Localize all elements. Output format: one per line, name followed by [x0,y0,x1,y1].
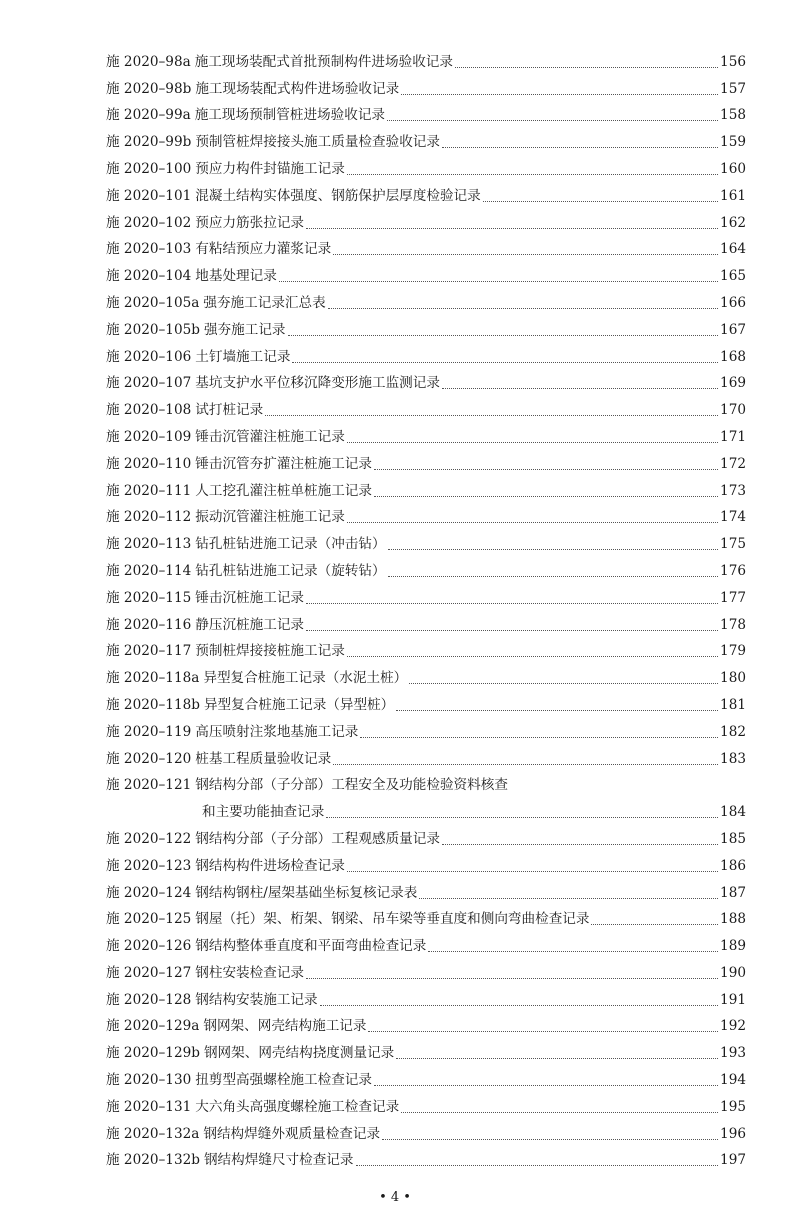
entry-page-number: 195 [720,1098,746,1115]
entry-title: 预应力筋张拉记录 [195,214,305,231]
entry-code: 施 2020–128 [106,991,192,1008]
toc-entry[interactable] [106,955,746,982]
entry-page-number: 181 [720,696,746,713]
dot-leader [483,200,718,202]
entry-page-number: 177 [720,589,746,606]
entry-page-number: 162 [720,214,746,231]
dot-leader [347,655,718,657]
toc-entry[interactable] [106,232,746,259]
entry-code: 施 2020–102 [106,214,192,231]
entry-title: 施工现场预制管桩进场验收记录 [194,107,386,124]
table-of-contents [106,44,746,1169]
entry-page-number: 164 [720,241,746,258]
toc-entry[interactable] [106,1035,746,1062]
toc-entry[interactable] [106,875,746,902]
entry-code: 施 2020–109 [106,428,192,445]
toc-entry[interactable] [106,44,746,71]
entry-title: 钢网架、网壳结构挠度测量记录 [203,1045,395,1062]
dot-leader [306,977,718,979]
toc-entry[interactable] [106,312,746,339]
dot-leader [306,227,718,229]
dot-leader [265,414,718,416]
entry-code: 施 2020–112 [106,509,192,526]
entry-page-number: 187 [720,884,746,901]
toc-entry[interactable] [106,258,746,285]
entry-title: 土钉墙施工记录 [195,348,291,365]
entry-page-number: 191 [720,991,746,1008]
entry-code: 施 2020–99a [106,107,191,124]
dot-leader [356,1164,719,1166]
entry-title: 锤击沉管夯扩灌注桩施工记录 [195,455,372,472]
entry-page-number: 157 [720,80,746,97]
entry-page-number: 169 [720,375,746,392]
entry-title: 静压沉桩施工记录 [195,616,305,633]
dot-leader [388,575,718,577]
dot-leader [442,387,718,389]
dot-leader [328,307,718,309]
entry-title: 混凝土结构实体强度、钢筋保护层厚度检验记录 [195,187,481,204]
entry-code: 施 2020–118b [106,696,200,713]
entry-title: 扭剪型高强螺栓施工检查记录 [195,1072,372,1089]
entry-title: 钻孔桩钻进施工记录（冲击钻） [195,536,386,553]
toc-entry[interactable] [106,526,746,553]
entry-code: 施 2020–129b [106,1045,200,1062]
dot-leader [368,1030,718,1032]
entry-page-number: 182 [720,723,746,740]
entry-title: 钢屋（托）架、桁架、钢梁、吊车梁等垂直度和侧向弯曲检查记录 [195,911,590,928]
entry-page-number: 166 [720,294,746,311]
toc-entry[interactable] [106,339,746,366]
dot-leader [428,950,718,952]
toc-list-part1 [106,44,746,768]
toc-entry[interactable] [106,71,746,98]
dot-leader [396,1057,718,1059]
toc-entry[interactable] [106,419,746,446]
entry-title: 预制管桩焊接接头施工质量检查验收记录 [195,134,440,151]
entry-page-number: 173 [720,482,746,499]
entry-title-continued: 和主要功能抽查记录 [202,804,325,821]
toc-entry[interactable] [106,285,746,312]
entry-page-number: 174 [720,509,746,526]
entry-title: 钢结构分部（子分部）工程安全及功能检验资料核查 [195,777,508,794]
toc-entry[interactable] [106,1089,746,1116]
toc-entry[interactable] [106,982,746,1009]
entry-code: 施 2020–106 [106,348,192,365]
toc-entry[interactable] [106,660,746,687]
entry-page-number: 158 [720,107,746,124]
entry-page-number: 175 [720,536,746,553]
entry-code: 施 2020–99b [106,134,192,151]
entry-page-number: 171 [720,428,746,445]
toc-entry[interactable] [106,446,746,473]
entry-page-number: 180 [720,670,746,687]
entry-title: 锤击沉管灌注桩施工记录 [195,428,345,445]
entry-page-number: 172 [720,455,746,472]
entry-title: 预应力构件封锚施工记录 [195,160,345,177]
toc-entry[interactable] [106,553,746,580]
entry-title: 高压喷射注浆地基施工记录 [195,723,359,740]
dot-leader [320,1004,718,1006]
dot-leader [347,521,718,523]
entry-page-number: 176 [720,562,746,579]
toc-entry[interactable] [106,178,746,205]
entry-title: 钢网架、网壳结构施工记录 [203,1018,367,1035]
entry-code: 施 2020–132a [106,1125,200,1142]
entry-code: 施 2020–131 [106,1098,192,1115]
entry-code: 施 2020–123 [106,857,192,874]
entry-title: 预制桩焊接接桩施工记录 [195,643,345,660]
dot-leader [442,146,718,148]
entry-title: 试打桩记录 [195,402,264,419]
entry-title: 钢结构钢柱/屋架基础坐标复核记录表 [195,884,418,901]
dot-leader [401,1111,718,1113]
entry-code: 施 2020–108 [106,402,192,419]
entry-page-number: 193 [720,1045,746,1062]
toc-entry[interactable] [106,98,746,125]
entry-page-number: 184 [720,804,746,821]
dot-leader [347,173,718,175]
entry-title: 钢结构分部（子分部）工程观感质量记录 [195,830,440,847]
entry-code: 施 2020–113 [106,536,192,553]
entry-title: 钢结构整体垂直度和平面弯曲检查记录 [195,938,427,955]
entry-code: 施 2020–105a [106,294,200,311]
entry-title: 强夯施工记录 [203,321,286,338]
entry-title: 钢柱安装检查记录 [195,964,305,981]
entry-code: 施 2020–117 [106,643,192,660]
toc-entry[interactable] [106,848,746,875]
entry-title: 钢结构焊缝尺寸检查记录 [203,1152,354,1169]
entry-title: 钢结构焊缝外观质量检查记录 [203,1125,381,1142]
entry-code: 施 2020–130 [106,1072,192,1089]
dot-leader [374,468,718,470]
toc-entry-121-line1[interactable] [106,768,746,795]
entry-code: 施 2020–103 [106,241,192,258]
toc-entry[interactable] [106,500,746,527]
entry-title: 异型复合桩施工记录（水泥土桩） [203,670,408,687]
entry-title: 锤击沉桩施工记录 [195,589,305,606]
entry-page-number: 161 [720,187,746,204]
toc-entry[interactable] [106,1062,746,1089]
entry-code: 施 2020–110 [106,455,192,472]
dot-leader [326,816,718,818]
entry-page-number: 194 [720,1072,746,1089]
entry-page-number: 159 [720,134,746,151]
entry-title: 桩基工程质量验收记录 [195,750,332,767]
entry-title: 基坑支护水平位移沉降变形施工监测记录 [195,375,440,392]
toc-entry[interactable] [106,1116,746,1143]
entry-page-number: 168 [720,348,746,365]
entry-code: 施 2020–98b [106,80,192,97]
dot-leader [382,1138,718,1140]
entry-code: 施 2020–124 [106,884,192,901]
entry-page-number: 192 [720,1018,746,1035]
entry-code: 施 2020–115 [106,589,192,606]
toc-entry[interactable] [106,821,746,848]
toc-entry[interactable] [106,366,746,393]
dot-leader [591,923,718,925]
toc-entry[interactable] [106,124,746,151]
entry-title: 异型复合桩施工记录（异型桩） [203,696,395,713]
entry-code: 施 2020–120 [106,750,192,767]
dot-leader [455,66,718,68]
entry-code: 施 2020–125 [106,911,192,928]
dot-leader [279,280,718,282]
entry-code: 施 2020–118a [106,670,200,687]
dot-leader [419,897,718,899]
dot-leader [442,843,718,845]
toc-entry[interactable] [106,607,746,634]
entry-title: 有粘结预应力灌浆记录 [195,241,332,258]
dot-leader [374,1084,718,1086]
toc-entry[interactable] [106,205,746,232]
entry-page-number: 197 [720,1152,746,1169]
entry-title: 钢结构构件进场检查记录 [195,857,345,874]
dot-leader [360,736,718,738]
entry-code: 施 2020–121 [106,777,192,794]
toc-entry[interactable] [106,580,746,607]
dot-leader [292,361,718,363]
entry-code: 施 2020–111 [106,482,192,499]
entry-page-number: 170 [720,402,746,419]
dot-leader [333,253,718,255]
toc-entry[interactable] [106,151,746,178]
dot-leader [333,763,718,765]
entry-title: 施工现场装配式首批预制构件进场验收记录 [194,53,453,70]
dot-leader [306,629,718,631]
entry-page-number: 179 [720,643,746,660]
entry-code: 施 2020–104 [106,268,192,285]
entry-page-number: 196 [720,1125,746,1142]
entry-code: 施 2020–105b [106,321,200,338]
entry-page-number: 160 [720,160,746,177]
dot-leader [347,441,718,443]
toc-entry[interactable] [106,687,746,714]
entry-page-number: 190 [720,964,746,981]
toc-entry[interactable] [106,473,746,500]
entry-page-number: 167 [720,321,746,338]
entry-code: 施 2020–126 [106,938,192,955]
entry-page-number: 185 [720,830,746,847]
toc-entry-121-line2[interactable] [106,794,746,821]
dot-leader [396,709,718,711]
toc-entry[interactable] [106,1009,746,1036]
entry-title: 钢结构安装施工记录 [195,991,318,1008]
entry-code: 施 2020–101 [106,187,192,204]
dot-leader [288,334,719,336]
entry-code: 施 2020–98a [106,53,191,70]
dot-leader [347,870,718,872]
entry-page-number: 165 [720,268,746,285]
toc-entry[interactable] [106,634,746,661]
entry-page-number: 183 [720,750,746,767]
entry-code: 施 2020–114 [106,562,192,579]
entry-title: 大六角头高强度螺栓施工检查记录 [195,1098,400,1115]
toc-entry[interactable] [106,741,746,768]
entry-title: 强夯施工记录汇总表 [203,294,326,311]
entry-code: 施 2020–127 [106,964,192,981]
entry-code: 施 2020–100 [106,160,192,177]
toc-entry[interactable] [106,1143,746,1170]
dot-leader [387,119,718,121]
toc-entry[interactable] [106,928,746,955]
entry-code: 施 2020–116 [106,616,192,633]
entry-title: 施工现场装配式构件进场验收记录 [195,80,400,97]
page-footer-number: • 4 • [379,1190,411,1205]
entry-code: 施 2020–129a [106,1018,200,1035]
toc-entry[interactable] [106,902,746,929]
dot-leader [388,548,718,550]
toc-list-part2 [106,821,746,1169]
entry-page-number: 188 [720,911,746,928]
dot-leader [409,682,718,684]
toc-entry[interactable] [106,714,746,741]
entry-page-number: 178 [720,616,746,633]
entry-code: 施 2020–122 [106,830,192,847]
entry-code: 施 2020–119 [106,723,192,740]
entry-page-number: 189 [720,938,746,955]
toc-entry[interactable] [106,392,746,419]
dot-leader [306,602,718,604]
entry-code: 施 2020–132b [106,1152,200,1169]
entry-title: 振动沉管灌注桩施工记录 [195,509,345,526]
dot-leader [401,93,718,95]
entry-title: 地基处理记录 [195,268,277,285]
dot-leader [374,495,718,497]
entry-title: 钻孔桩钻进施工记录（旋转钻） [195,562,386,579]
entry-page-number: 186 [720,857,746,874]
entry-code: 施 2020–107 [106,375,192,392]
entry-page-number: 156 [720,53,746,70]
entry-title: 人工挖孔灌注桩单桩施工记录 [195,482,372,499]
